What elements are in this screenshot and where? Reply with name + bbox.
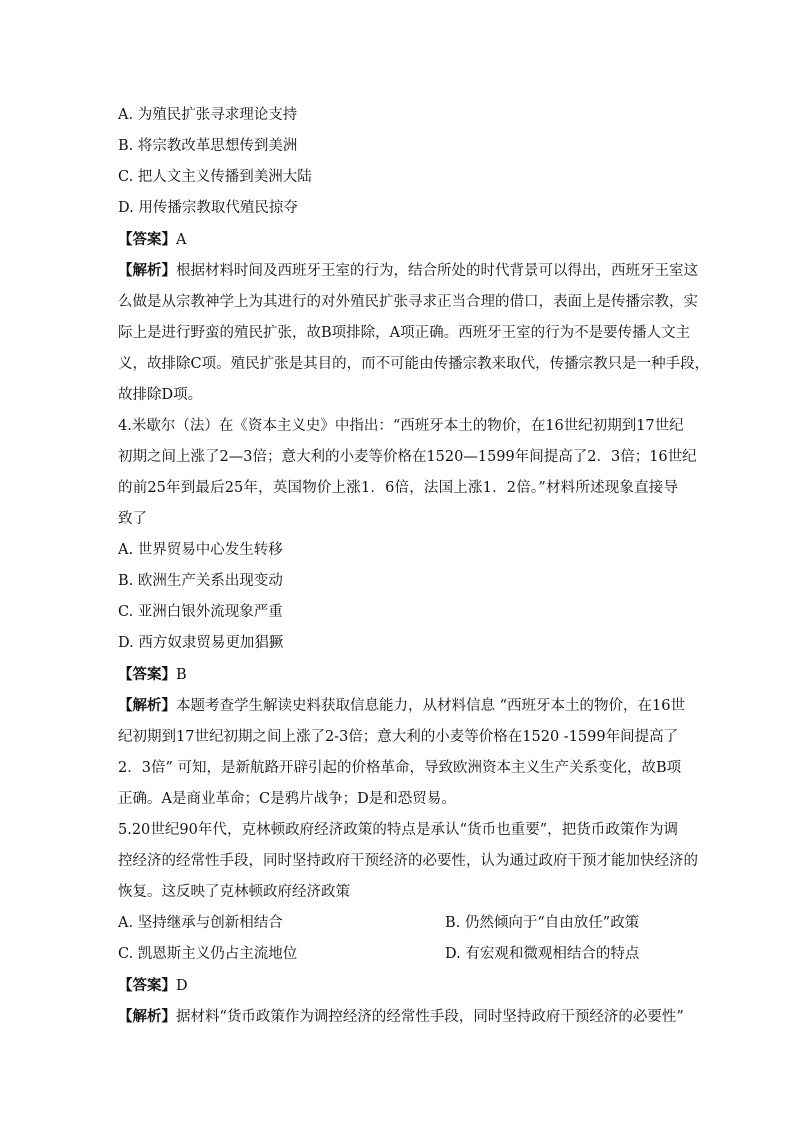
q3-option-a: A. 为殖民扩张寻求理论支持 (118, 107, 298, 123)
q5-option-b: B. 仍然倾向于“自由放任”政策 (445, 915, 640, 931)
q3-option-d: D. 用传播宗教取代殖民掠夺 (118, 200, 298, 216)
answer-label: 【答案】 (118, 231, 176, 248)
q4-option-a: A. 世界贸易中心发生转移 (118, 542, 283, 558)
analysis-line: 2．3倍” 可知，是新航路开辟引起的价格革命，导致欧洲资本主义生产关系变化，故B项 (118, 760, 682, 776)
document-page (118, 100, 710, 1033)
q4-option-b: B. 欧洲生产关系出现变动 (118, 573, 283, 589)
answer-value: B (176, 667, 187, 683)
answer-label: 【答案】 (118, 666, 176, 683)
answer-value: D (176, 978, 188, 994)
question-5-block (118, 815, 698, 1033)
q3-analysis (118, 255, 710, 411)
analysis-label: 【解析】 (118, 262, 176, 279)
question-4-block (118, 411, 697, 815)
stem-line: 初期之间上涨了2—3倍；意大利的小麦等价格在1520—1599年间提高了2．3倍；16世纪 (118, 449, 697, 465)
stem-line: 5.20世纪90年代，克林顿政府经济政策的特点是承认“货币也重要”，把货币政策作为调 (118, 822, 678, 838)
stem-line: 致了 (118, 511, 147, 527)
stem-line: 恢复。这反映了克林顿政府经济政策 (118, 884, 350, 900)
q5-options-row-2 (118, 939, 678, 970)
analysis-label: 【解析】 (118, 1008, 176, 1025)
q5-option-a: A. 坚持继承与创新相结合 (118, 915, 283, 931)
answer-value: A (176, 232, 187, 248)
q4-option-d: D. 西方奴隶贸易更加猖獗 (118, 635, 284, 651)
q5-options-row-1 (118, 908, 678, 939)
analysis-line: 【解析】本题考查学生解读史料获取信息能力，从材料信息 “西班牙本土的物价，在16世 (118, 697, 685, 714)
analysis-line: 【解析】据材料“货币政策作为调控经济的经常性手段，同时坚持政府干预经济的必要性” (118, 1008, 684, 1025)
q5-analysis (118, 1001, 684, 1033)
q3-option-c: C. 把人文主义传播到美洲大陆 (118, 169, 312, 185)
analysis-line: 【解析】根据材料时间及西班牙王室的行为，结合所处的时代背景可以得出，西班牙王室这 (118, 262, 698, 279)
stem-line: 的前25年到最后25年，英国物价上涨1．6倍，法国上涨1．2倍。”材料所述现象直接导 (118, 480, 678, 496)
answer-label: 【答案】 (118, 977, 176, 994)
question-3-block (118, 100, 710, 411)
analysis-line: 么做是从宗教神学上为其进行的对外殖民扩张寻求正当合理的借口，表面上是传播宗教，实 (118, 294, 698, 310)
q5-option-c: C. 凯恩斯主义仍占主流地位 (118, 946, 298, 962)
analysis-line: 正确。A是商业革命；C是鸦片战争；D是和恐贸易。 (118, 791, 456, 807)
q5-answer (118, 970, 678, 1001)
q3-option-b: B. 将宗教改革思想传到美洲 (118, 138, 298, 154)
stem-line: 控经济的经常性手段，同时坚持政府干预经济的必要性，认为通过政府干预才能加快经济的 (118, 853, 698, 869)
analysis-label: 【解析】 (118, 697, 176, 714)
stem-line: 4.米歇尔（法）在《资本主义史》中指出：“西班牙本土的物价，在16世纪初期到17世纪 (118, 418, 684, 434)
analysis-line: 纪初期到17世纪初期之间上涨了2-3倍；意大利的小麦等价格在1520 -1599年间提高了 (118, 729, 679, 745)
q4-answer (118, 659, 678, 690)
q4-option-c: C. 亚洲白银外流现象严重 (118, 604, 283, 620)
analysis-line: 义，故排除C项。殖民扩张是其目的，而不可能由传播宗教来取代，传播宗教只是一种手段， (118, 356, 710, 372)
q4-analysis (118, 690, 685, 815)
analysis-line: 际上是进行野蛮的殖民扩张，故B项排除，A项正确。西班牙王室的行为不是要传播人文主 (118, 325, 691, 341)
analysis-line: 故排除D项。 (118, 387, 203, 403)
q5-stem (118, 815, 698, 908)
q3-answer (118, 224, 678, 255)
q5-option-d: D. 有宏观和微观相结合的特点 (445, 946, 640, 962)
q4-stem (118, 411, 697, 535)
